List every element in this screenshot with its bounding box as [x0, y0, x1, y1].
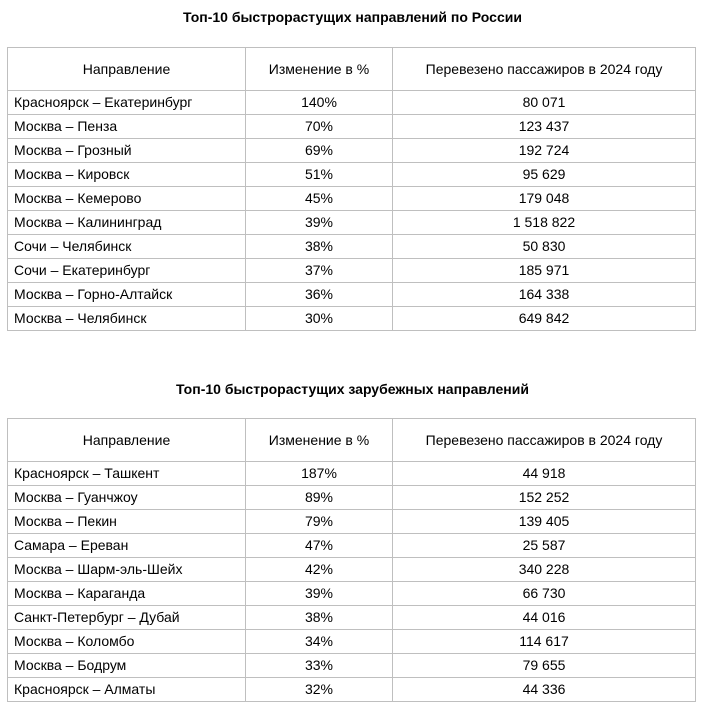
- domestic-table-title: Топ-10 быстрорастущих направлений по России: [183, 9, 522, 25]
- passengers-cell: 79 655: [393, 654, 696, 678]
- route-cell: Москва – Кемерово: [8, 187, 246, 211]
- passengers-cell: 649 842: [393, 307, 696, 331]
- route-cell: Москва – Бодрум: [8, 654, 246, 678]
- table-row: [8, 534, 696, 558]
- international-routes-table: [7, 418, 696, 702]
- table-row: [8, 211, 696, 235]
- change-percent-cell: 37%: [246, 259, 393, 283]
- table-header-row: [8, 419, 696, 462]
- table-row: [8, 654, 696, 678]
- change-percent-cell: 32%: [246, 678, 393, 702]
- change-percent-cell: 38%: [246, 235, 393, 259]
- table-row: [8, 235, 696, 259]
- change-percent-cell: 89%: [246, 486, 393, 510]
- table-row: [8, 462, 696, 486]
- change-percent-cell: 45%: [246, 187, 393, 211]
- route-cell: Москва – Коломбо: [8, 630, 246, 654]
- passengers-cell: 123 437: [393, 115, 696, 139]
- passengers-cell: 80 071: [393, 91, 696, 115]
- change-percent-cell: 69%: [246, 139, 393, 163]
- passengers-cell: 1 518 822: [393, 211, 696, 235]
- route-cell: Москва – Кировск: [8, 163, 246, 187]
- table-row: [8, 606, 696, 630]
- passengers-cell: 25 587: [393, 534, 696, 558]
- passengers-cell: 340 228: [393, 558, 696, 582]
- change-percent-cell: 51%: [246, 163, 393, 187]
- route-cell: Москва – Шарм-эль-Шейх: [8, 558, 246, 582]
- passengers-cell: 164 338: [393, 283, 696, 307]
- table-row: [8, 678, 696, 702]
- column-header-direction: Направление: [8, 48, 246, 91]
- route-cell: Москва – Горно-Алтайск: [8, 283, 246, 307]
- route-cell: Москва – Пекин: [8, 510, 246, 534]
- route-cell: Москва – Калининград: [8, 211, 246, 235]
- change-percent-cell: 36%: [246, 283, 393, 307]
- table-row: [8, 259, 696, 283]
- passengers-cell: 50 830: [393, 235, 696, 259]
- change-percent-cell: 34%: [246, 630, 393, 654]
- change-percent-cell: 70%: [246, 115, 393, 139]
- route-cell: Сочи – Челябинск: [8, 235, 246, 259]
- international-table-body: [8, 462, 696, 702]
- table-row: [8, 510, 696, 534]
- route-cell: Москва – Караганда: [8, 582, 246, 606]
- passengers-cell: 114 617: [393, 630, 696, 654]
- table-row: [8, 115, 696, 139]
- passengers-cell: 44 016: [393, 606, 696, 630]
- route-cell: Красноярск – Екатеринбург: [8, 91, 246, 115]
- change-percent-cell: 187%: [246, 462, 393, 486]
- table-row: [8, 486, 696, 510]
- passengers-cell: 66 730: [393, 582, 696, 606]
- passengers-cell: 44 336: [393, 678, 696, 702]
- column-header-change: Изменение в %: [246, 419, 393, 462]
- passengers-cell: 95 629: [393, 163, 696, 187]
- table-row: [8, 582, 696, 606]
- international-table-title: Топ-10 быстрорастущих зарубежных направлений: [176, 381, 529, 397]
- change-percent-cell: 30%: [246, 307, 393, 331]
- change-percent-cell: 47%: [246, 534, 393, 558]
- domestic-table-body: [8, 91, 696, 331]
- table-row: [8, 139, 696, 163]
- route-cell: Москва – Челябинск: [8, 307, 246, 331]
- passengers-cell: 179 048: [393, 187, 696, 211]
- table-row: [8, 163, 696, 187]
- column-header-passengers: Перевезено пассажиров в 2024 году: [393, 48, 696, 91]
- table-row: [8, 630, 696, 654]
- change-percent-cell: 39%: [246, 582, 393, 606]
- change-percent-cell: 33%: [246, 654, 393, 678]
- change-percent-cell: 140%: [246, 91, 393, 115]
- route-cell: Красноярск – Ташкент: [8, 462, 246, 486]
- passengers-cell: 139 405: [393, 510, 696, 534]
- table-row: [8, 307, 696, 331]
- change-percent-cell: 42%: [246, 558, 393, 582]
- change-percent-cell: 39%: [246, 211, 393, 235]
- change-percent-cell: 79%: [246, 510, 393, 534]
- route-cell: Сочи – Екатеринбург: [8, 259, 246, 283]
- column-header-change: Изменение в %: [246, 48, 393, 91]
- passengers-cell: 44 918: [393, 462, 696, 486]
- change-percent-cell: 38%: [246, 606, 393, 630]
- route-cell: Самара – Ереван: [8, 534, 246, 558]
- passengers-cell: 192 724: [393, 139, 696, 163]
- route-cell: Санкт-Петербург – Дубай: [8, 606, 246, 630]
- domestic-routes-table: [7, 47, 696, 331]
- table-row: [8, 283, 696, 307]
- table-row: [8, 187, 696, 211]
- table-header-row: [8, 48, 696, 91]
- table-row: [8, 91, 696, 115]
- route-cell: Москва – Пенза: [8, 115, 246, 139]
- column-header-passengers: Перевезено пассажиров в 2024 году: [393, 419, 696, 462]
- column-header-direction: Направление: [8, 419, 246, 462]
- route-cell: Москва – Грозный: [8, 139, 246, 163]
- passengers-cell: 152 252: [393, 486, 696, 510]
- route-cell: Москва – Гуанчжоу: [8, 486, 246, 510]
- route-cell: Красноярск – Алматы: [8, 678, 246, 702]
- passengers-cell: 185 971: [393, 259, 696, 283]
- table-row: [8, 558, 696, 582]
